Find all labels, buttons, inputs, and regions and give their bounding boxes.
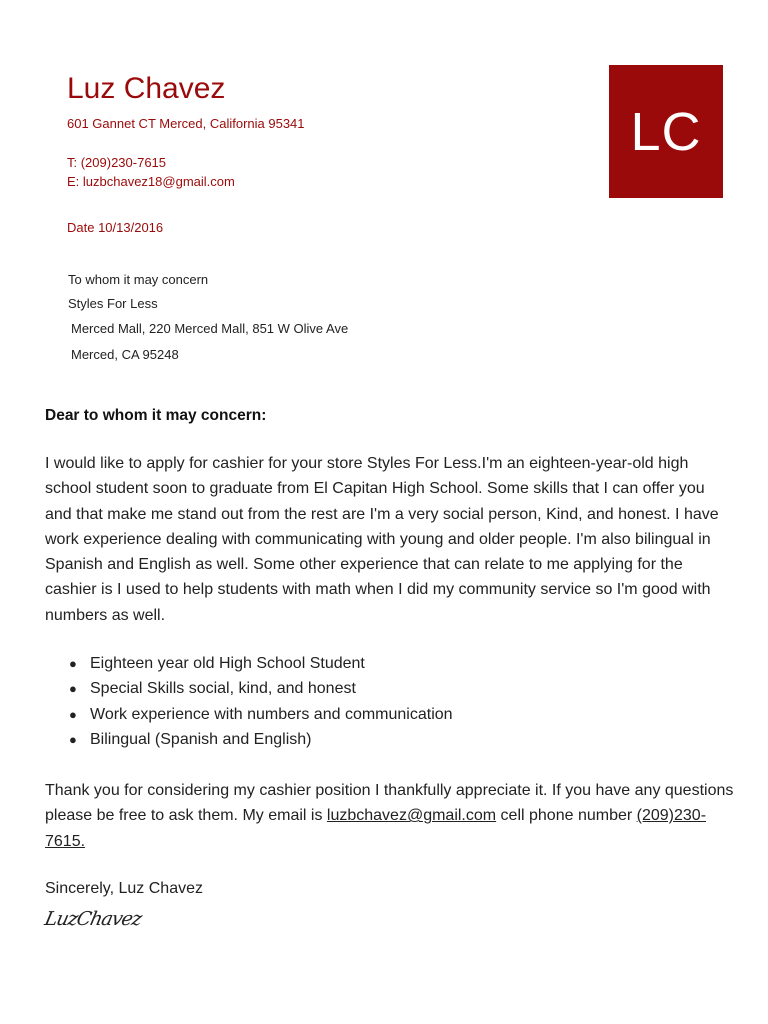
list-item: ● Bilingual (Spanish and English): [45, 727, 453, 752]
bullet-icon: ●: [69, 656, 77, 671]
recipient-line-1: To whom it may concern: [68, 272, 209, 287]
closing: Sincerely, Luz Chavez: [45, 880, 203, 897]
salutation: Dear to whom it may concern:: [45, 407, 267, 424]
body-paragraph-2: Thank you for considering my cashier position I thankfully appreciate it. If you have any questions please be free to ask them. My email is luzbchavez@gmail.com cell phone number (209)230-7615.: [45, 782, 734, 850]
sender-email: E: luzbchavez18@gmail.com: [67, 174, 235, 189]
bullet-icon: ●: [69, 731, 77, 747]
monogram-logo: [609, 65, 723, 198]
body-paragraph-1: I would like to apply for cashier for your store Styles For Less.I'm an eighteen-year-old high school student soon to graduate from El Capitan High School. Some skills that I can offer you and that make me stand out from the rest are I'm a very social person, Kind, and honest. I have work experience dealing with communicating with young and older people. I'm also bilingual in Spanish and English as well. Some other experience that can relate to me applying for the cashier is I used to help students with math when I did my community service so I'm good with numbers as well.: [45, 455, 719, 624]
email-link[interactable]: luzbchavez@gmail.com: [326, 807, 497, 825]
sender-address: 601 Gannet CT Merced, California 95341: [67, 116, 305, 131]
sender-phone: T: (209)230-7615: [67, 155, 167, 170]
bullet-icon: ●: [69, 681, 77, 697]
recipient-line-3: Merced Mall, 220 Merced Mall, 851 W Olive Ave: [71, 321, 349, 336]
recipient-line-4: Merced, CA 95248: [71, 347, 179, 362]
recipient-line-2: Styles For Less: [68, 296, 158, 311]
page-title: Luz Chavez: [67, 72, 226, 105]
signature: LuzChavez: [42, 908, 144, 930]
list-item: ● Eighteen year old High School Student: [45, 651, 453, 676]
bullet-icon: ●: [69, 706, 77, 722]
list-item: ● Special Skills social, kind, and honest: [45, 676, 453, 701]
list-item: ● Work experience with numbers and communication: [45, 702, 453, 727]
phone-link[interactable]: (209)230-7615.: [45, 807, 707, 850]
monogram-text: LC: [630, 101, 702, 162]
skills-list: [45, 651, 453, 752]
letter-date: Date 10/13/2016: [67, 220, 164, 235]
